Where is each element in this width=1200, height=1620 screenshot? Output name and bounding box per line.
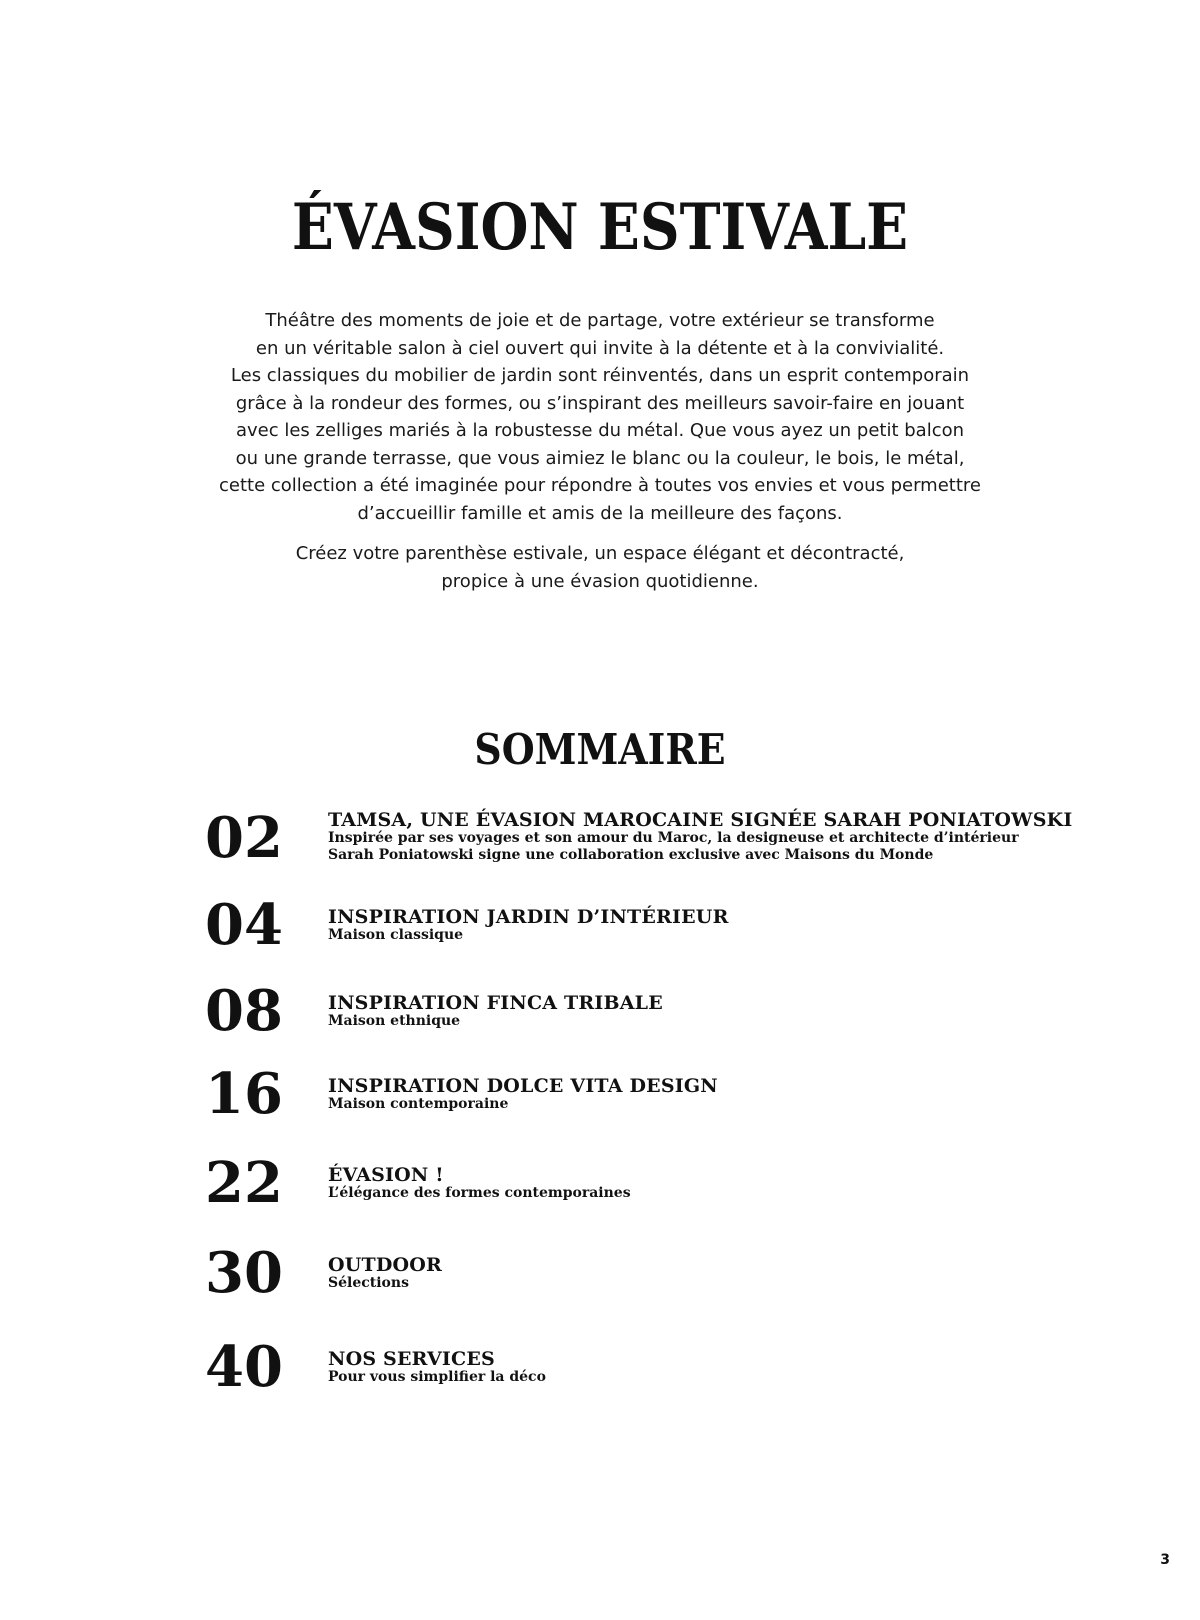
toc-description: Inspirée par ses voyages et son amour du Maroc, la designeuse et architecte d’intérieur xyxy=(328,830,1019,846)
intro-line: Les classiques du mobilier de jardin sont réinventés, dans un esprit contemporain xyxy=(230,365,970,386)
toc-description: Sarah Poniatowski signe une collaboration exclusive avec Maisons du Monde xyxy=(328,847,934,863)
intro-line: Créez votre parenthèse estivale, un espace élégant et décontracté, xyxy=(295,543,905,564)
toc-heading: INSPIRATION JARDIN D’INTÉRIEUR xyxy=(328,906,729,928)
toc-page-number: 08 xyxy=(205,978,283,1044)
toc-page-number: 04 xyxy=(205,892,283,958)
toc-heading: INSPIRATION DOLCE VITA DESIGN xyxy=(328,1075,718,1097)
toc-description: L’élégance des formes contemporaines xyxy=(328,1185,631,1201)
toc-heading: TAMSA, UNE ÉVASION MAROCAINE SIGNÉE SARAH PONIATOWSKI xyxy=(328,809,1073,831)
intro-line: ou une grande terrasse, que vous aimiez le blanc ou la couleur, le bois, le métal, xyxy=(235,447,965,469)
toc-heading: INSPIRATION FINCA TRIBALE xyxy=(328,992,663,1014)
intro-line: cette collection a été imaginée pour répondre à toutes vos envies et vous permettre xyxy=(219,475,981,496)
toc-title: SOMMAIRE xyxy=(474,725,726,774)
intro-line: grâce à la rondeur des formes, ou s’inspirant des meilleurs savoir-faire en jouant xyxy=(235,392,965,414)
toc-entry-text xyxy=(328,1255,1088,1292)
intro-paragraph xyxy=(150,307,1050,527)
intro-paragraph xyxy=(150,540,1050,595)
toc-heading: NOS SERVICES xyxy=(328,1348,495,1370)
page-title: ÉVASION ESTIVALE xyxy=(291,190,909,265)
intro-line: propice à une évasion quotidienne. xyxy=(441,570,759,592)
toc-entry-text xyxy=(328,1165,1088,1202)
toc-description: Pour vous simplifier la déco xyxy=(328,1369,546,1385)
toc-entry-text xyxy=(328,907,1088,944)
intro-line: en un véritable salon à ciel ouvert qui invite à la détente et à la convivialité. xyxy=(255,337,945,359)
intro-line: avec les zelliges mariés à la robustesse du métal. Que vous ayez un petit balcon xyxy=(235,420,965,441)
toc-page-number: 30 xyxy=(205,1240,283,1306)
toc-page-number: 22 xyxy=(205,1150,283,1216)
toc-entry-text xyxy=(328,993,1088,1030)
intro-line: d’accueillir famille et amis de la meilleure des façons. xyxy=(357,502,843,524)
intro-text xyxy=(150,307,1050,595)
toc-description: Sélections xyxy=(328,1275,409,1291)
intro-line: Théâtre des moments de joie et de partage, votre extérieur se transforme xyxy=(265,310,935,331)
toc-entry-text xyxy=(328,1349,1088,1386)
toc-page-number: 40 xyxy=(205,1334,283,1400)
toc-heading: OUTDOOR xyxy=(328,1254,443,1276)
toc-description: Maison ethnique xyxy=(328,1013,461,1029)
toc-page-number: 02 xyxy=(205,805,283,871)
toc-description: Maison classique xyxy=(328,927,464,943)
toc-entry-text xyxy=(328,1076,1088,1113)
toc-entry-text xyxy=(328,810,1088,864)
toc-heading: ÉVASION ! xyxy=(328,1164,444,1186)
toc-description: Maison contemporaine xyxy=(328,1096,509,1112)
page-number: 3 xyxy=(1160,1552,1170,1568)
toc-page-number: 16 xyxy=(205,1061,283,1127)
